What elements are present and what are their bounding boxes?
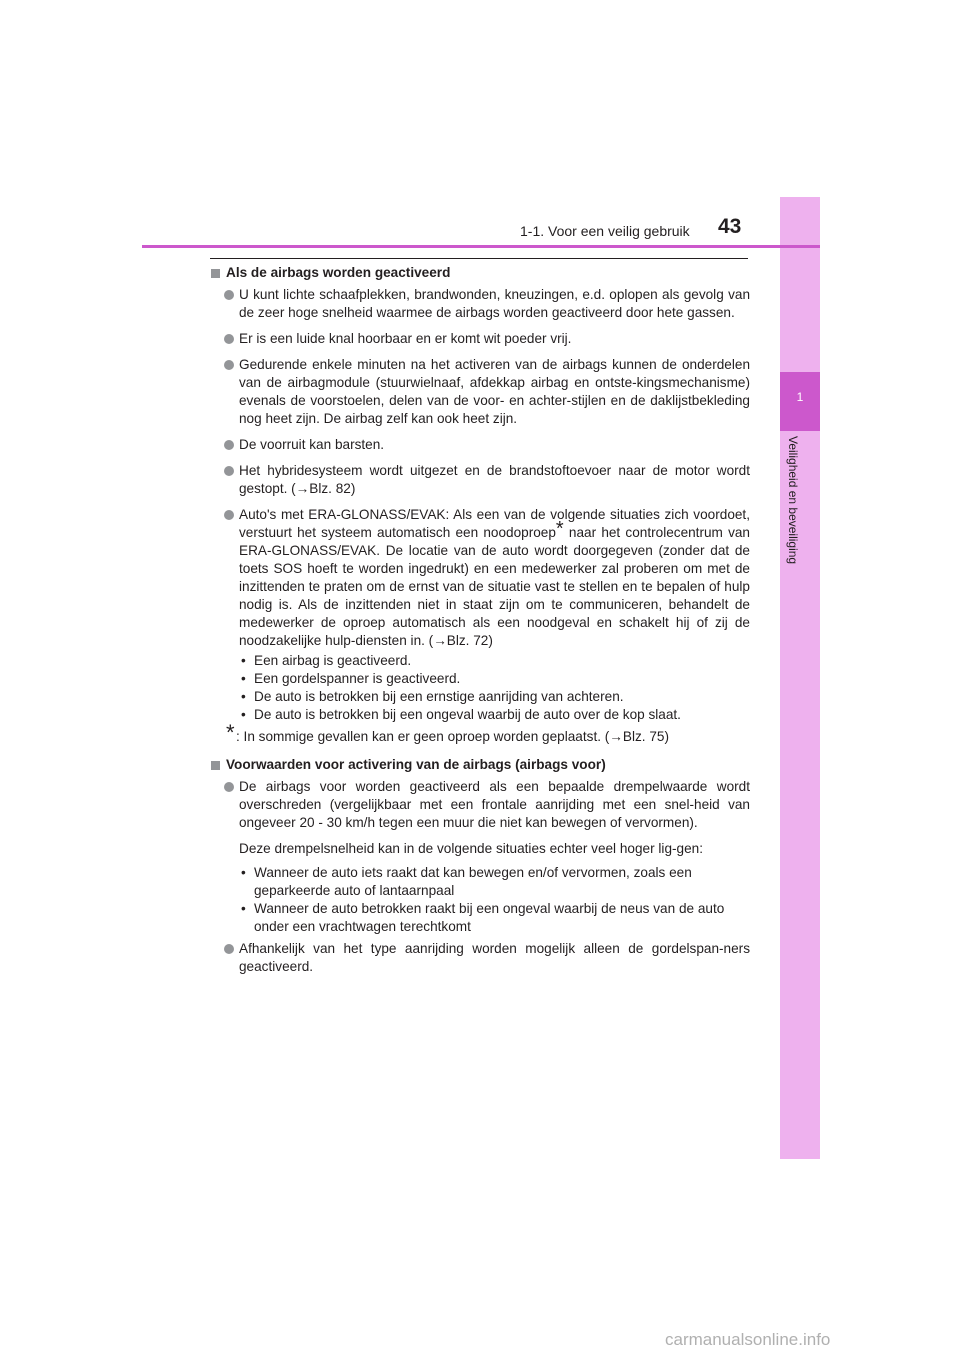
sub-list-item: [210, 688, 750, 706]
sub-list-item: [210, 706, 750, 724]
footnote-marker: *: [555, 518, 564, 541]
square-bullet-icon: [211, 269, 220, 278]
sub-list-item-text: De auto is betrokken bij een ernstige aanrijding van achteren.: [254, 689, 624, 704]
bullet-glyph: •: [241, 653, 246, 668]
bullet-glyph: •: [241, 689, 246, 704]
sub-list-item: [210, 864, 750, 900]
header-rule: [142, 245, 820, 248]
list-item-text-continued: naar het controlecentrum van ERA-GLONASS/EVAK. De locatie van de auto wordt doorgegeven (zonder dat de toets SOS hoeft te worden ingedrukt) en een medewerker zal proberen om met de inzittenden te praten om de ernst van de situatie vast te stellen en te bepalen of hulp nodig is. Als de inzittenden niet in staat zijn om te communiceren, behandelt de medewerker de oproep automatisch als een noodgeval en schakelt hij of zij de noodzakelijke hulp-diensten in. (→Blz. 72): [239, 525, 750, 648]
sub-list-item: [210, 900, 750, 936]
round-bullet-icon: [224, 334, 234, 344]
section-heading: [210, 756, 750, 774]
list-item: [210, 330, 750, 348]
sub-list-item: [210, 670, 750, 688]
running-head: 1-1. Voor een veilig gebruik: [520, 223, 690, 239]
content-top-rule: [210, 258, 748, 259]
footnote-star: *: [226, 720, 235, 745]
bullet-glyph: •: [241, 865, 246, 880]
round-bullet-icon: [224, 290, 234, 300]
sub-list-item: [210, 652, 750, 670]
chapter-number: 1: [796, 390, 804, 404]
list-item: [210, 778, 750, 832]
section-heading: [210, 264, 750, 282]
chapter-side-tab: [780, 197, 820, 1159]
sub-list-item-text: Een airbag is geactiveerd.: [254, 653, 412, 668]
list-item: [210, 436, 750, 454]
bullet-glyph: •: [241, 901, 246, 916]
page-content: [210, 264, 750, 984]
round-bullet-icon: [224, 440, 234, 450]
sub-list-item-text: Wanneer de auto betrokken raakt bij een ongeval waarbij de neus van de auto onder een vrachtwagen terechtkomt: [254, 901, 725, 934]
section-heading-text: Voorwaarden voor activering van de airbags (airbags voor): [226, 757, 606, 772]
list-item-text: Gedurende enkele minuten na het activeren van de airbags kunnen de onderdelen van de airbagmodule (stuurwielnaaf, afdekkap airbag en ontste-kingsmechanisme) evenals de voorstoelen, delen van de voor- en achter-stijlen en de daklijstbekleding nog heet zijn. De airbag zelf kan ook heet zijn.: [239, 357, 750, 426]
page-number: 43: [718, 215, 742, 238]
list-item-text: De airbags voor worden geactiveerd als een bepaalde drempelwaarde wordt overschreden (vergelijkbaar met een frontale aanrijding met een snel-heid van ongeveer 20 - 30 km/h tegen een muur die niet kan bewegen of vervormen).: [239, 779, 750, 830]
list-item: [210, 940, 750, 976]
round-bullet-icon: [224, 944, 234, 954]
sub-list-item-text: Een gordelspanner is geactiveerd.: [254, 671, 461, 686]
section-heading-text: Als de airbags worden geactiveerd: [226, 265, 451, 280]
footnote: [210, 720, 750, 746]
bullet-glyph: •: [241, 707, 246, 722]
list-item-text: De voorruit kan barsten.: [239, 437, 385, 452]
list-item: [210, 356, 750, 428]
era-sublist: [210, 652, 750, 724]
round-bullet-icon: [224, 782, 234, 792]
round-bullet-icon: [224, 510, 234, 520]
round-bullet-icon: [224, 466, 234, 476]
list-item-text: Auto's met ERA-GLONASS/EVAK: Als een van de volgende situaties zich voordoet, verstuurt het systeem automatisch een noodoproep: [239, 507, 750, 540]
paragraph: Deze drempelsnelheid kan in de volgende situaties echter veel hoger lig-gen:: [239, 841, 703, 856]
square-bullet-icon: [211, 761, 220, 770]
list-item-text: U kunt lichte schaafplekken, brandwonden, kneuzingen, e.d. oplopen als gevolg van de zeer hoge snelheid waarmee de airbags worden geactiveerd door hete gassen.: [239, 287, 750, 320]
bullet-glyph: •: [241, 671, 246, 686]
list-item-era-glonass: [210, 506, 750, 650]
sub-list-item-text: Wanneer de auto iets raakt dat kan bewegen en/of vervormen, zoals een geparkeerde auto of lantaarnpaal: [254, 865, 692, 898]
footnote-text: : In sommige gevallen kan er geen oproep worden geplaatst. (→Blz. 75): [236, 729, 669, 744]
threshold-sublist: [210, 864, 750, 936]
list-item-text: Het hybridesysteem wordt uitgezet en de brandstoftoevoer naar de motor wordt gestopt. (→Blz. 82): [239, 463, 750, 496]
round-bullet-icon: [224, 360, 234, 370]
list-item-text: Afhankelijk van het type aanrijding worden mogelijk alleen de gordelspan-ners geactiveerd.: [239, 941, 750, 974]
sub-list-item-text: De auto is betrokken bij een ongeval waarbij de auto over de kop slaat.: [254, 707, 681, 722]
watermark: carmanualsonline.info: [665, 1330, 831, 1349]
list-item: [210, 462, 750, 498]
list-item: [210, 286, 750, 322]
chapter-title: Veiligheid en beveiliging: [786, 436, 800, 565]
list-item-text: Er is een luide knal hoorbaar en er komt wit poeder vrij.: [239, 331, 572, 346]
